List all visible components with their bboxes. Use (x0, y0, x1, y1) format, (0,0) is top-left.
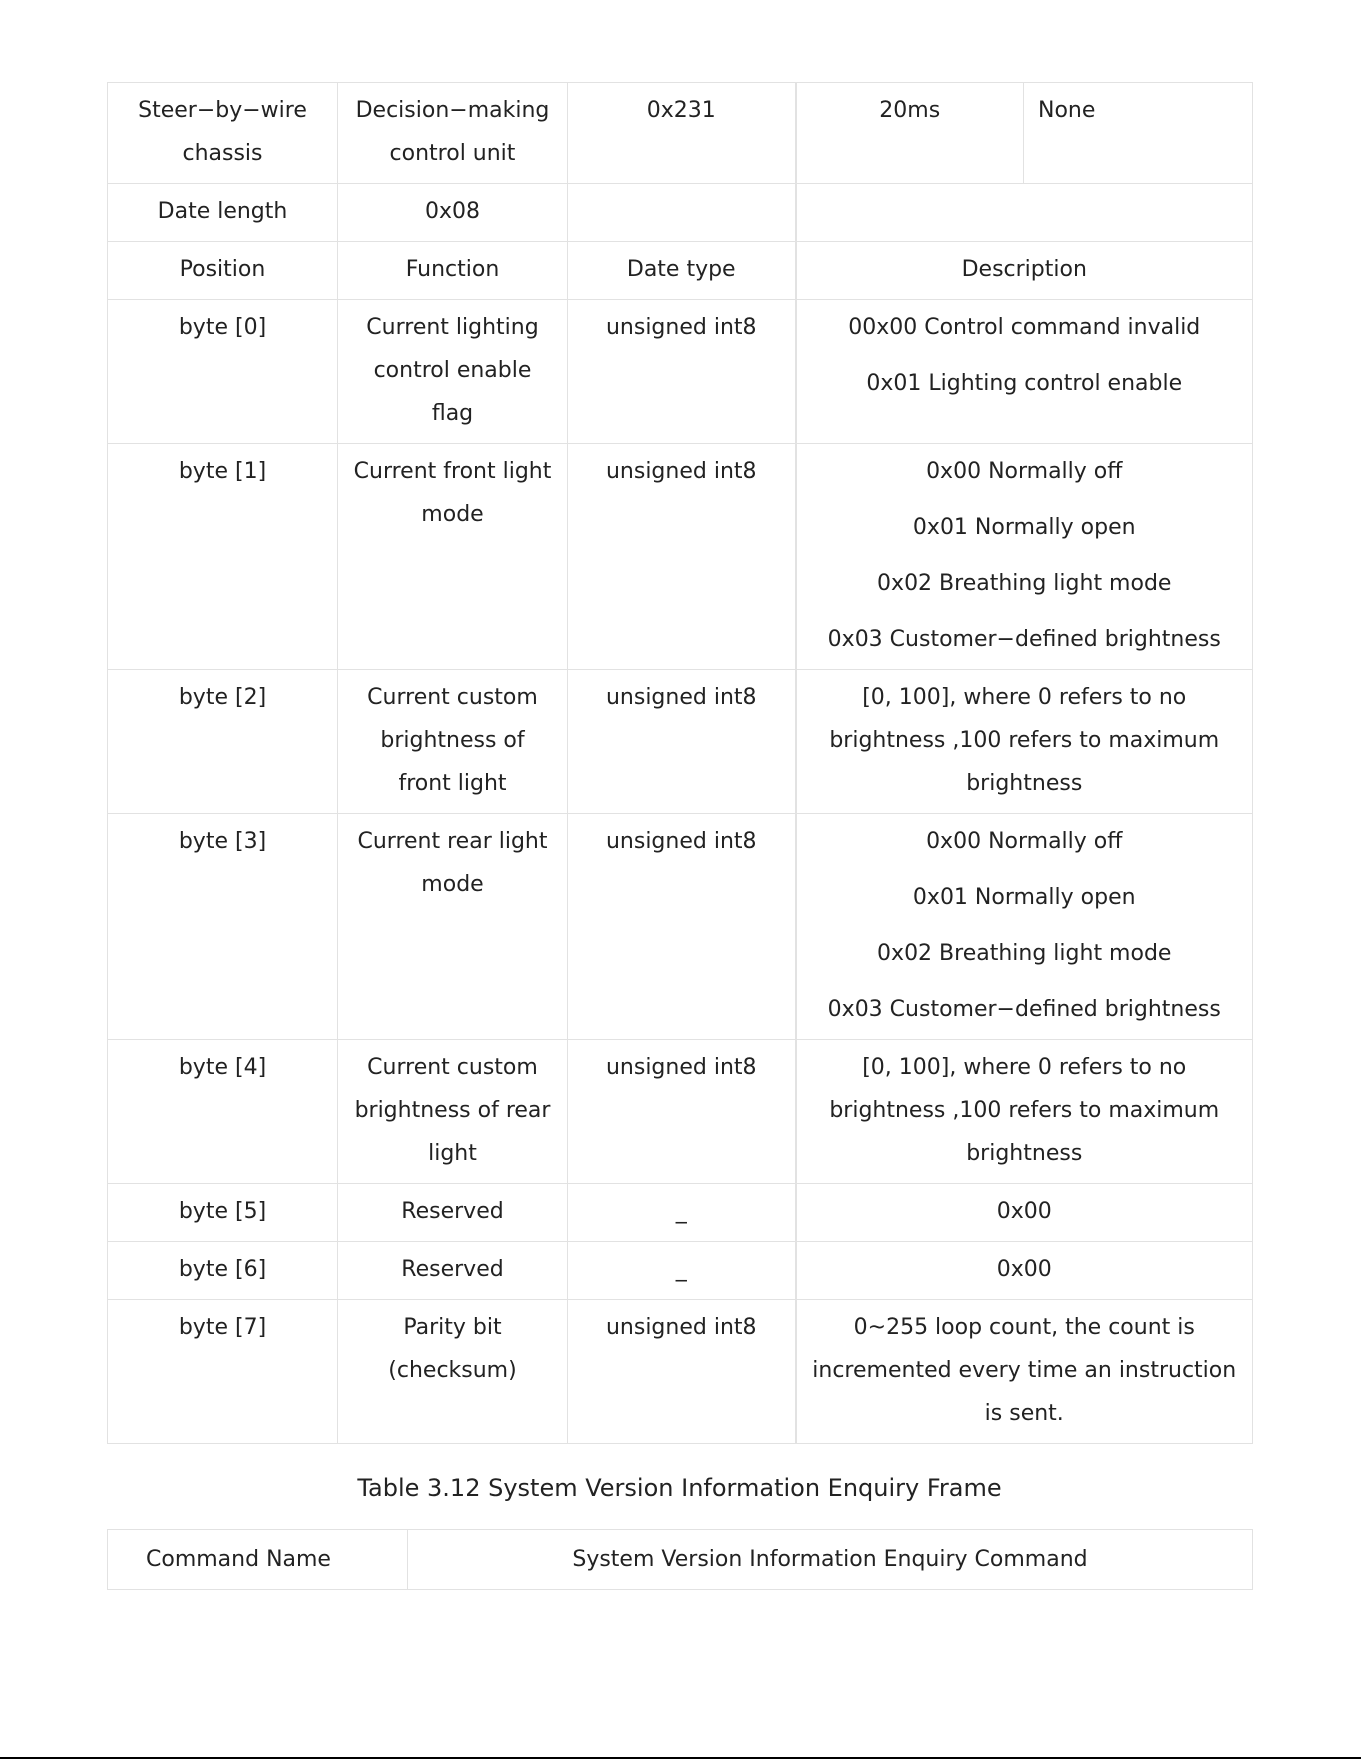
description-cell (796, 444, 1253, 670)
table-row (108, 814, 1253, 1040)
byte-position: byte [2] (108, 670, 338, 814)
function-cell: Current custom brightness of rear light (338, 1040, 568, 1184)
date-length-value: 0x08 (338, 184, 568, 242)
description-line: 0x00 (996, 1199, 1052, 1224)
description-line: 00x00 Control command invalid (848, 315, 1201, 340)
description-cell (796, 1184, 1253, 1242)
date-type-header: Date type (568, 242, 796, 300)
receiver-cell: Decision−making control unit (338, 83, 568, 184)
table-row (108, 444, 1253, 670)
description-cell (796, 1040, 1253, 1184)
description-line: 0x01 Normally open (912, 885, 1136, 910)
table-row (108, 1040, 1253, 1184)
period-cell: 20ms (796, 83, 1024, 184)
table-row (108, 242, 1253, 300)
command-name-label: Command Name (108, 1530, 408, 1590)
description-line: [0, 100], where 0 refers to no brightness ,100 refers to maximum brightness (829, 685, 1220, 796)
description-cell (796, 670, 1253, 814)
description-cell (796, 300, 1253, 444)
table-row (108, 670, 1253, 814)
table-row (108, 300, 1253, 444)
description-line: 0x00 (996, 1257, 1052, 1282)
function-cell: Current lighting control enable flag (338, 300, 568, 444)
function-cell: Reserved (338, 1242, 568, 1300)
description-line: 0x03 Customer−defined brightness (827, 627, 1221, 652)
table-row (108, 83, 1253, 184)
lighting-frame-table (107, 82, 1253, 1444)
table-row (108, 1184, 1253, 1242)
description-line: 0x01 Normally open (912, 515, 1136, 540)
byte-position: byte [6] (108, 1242, 338, 1300)
sender-cell: Steer−by−wire chassis (108, 83, 338, 184)
empty-cell (796, 184, 1253, 242)
description-cell (796, 1242, 1253, 1300)
byte-position: byte [3] (108, 814, 338, 1040)
function-cell: Current rear light mode (338, 814, 568, 1040)
date-type-cell: _ (568, 1242, 796, 1300)
byte-position: byte [4] (108, 1040, 338, 1184)
byte-position: byte [5] (108, 1184, 338, 1242)
function-cell: Current custom brightness of front light (338, 670, 568, 814)
function-cell: Current front light mode (338, 444, 568, 670)
date-type-cell: unsigned int8 (568, 814, 796, 1040)
description-line: 0~255 loop count, the count is incremented every time an instruction is sent. (812, 1315, 1237, 1426)
date-type-cell: unsigned int8 (568, 670, 796, 814)
function-header: Function (338, 242, 568, 300)
document-page (107, 82, 1252, 1590)
description-line: 0x02 Breathing light mode (877, 571, 1172, 596)
command-name-value: System Version Information Enquiry Command (408, 1530, 1253, 1590)
date-type-cell: unsigned int8 (568, 444, 796, 670)
byte-position: byte [1] (108, 444, 338, 670)
table-row (108, 1242, 1253, 1300)
description-line: 0x00 Normally off (926, 459, 1123, 484)
table-caption: Table 3.12 System Version Information Enquiry Frame (357, 1474, 1002, 1502)
description-line: 0x03 Customer−defined brightness (827, 997, 1221, 1022)
description-header: Description (796, 242, 1253, 300)
date-type-cell: unsigned int8 (568, 300, 796, 444)
function-cell: Parity bit (checksum) (338, 1300, 568, 1444)
byte-position: byte [7] (108, 1300, 338, 1444)
position-header: Position (108, 242, 338, 300)
frame-id-cell: 0x231 (568, 83, 796, 184)
lighting-frame-table-body (108, 83, 1253, 1444)
enquiry-frame-table (107, 1529, 1253, 1590)
date-type-cell: unsigned int8 (568, 1300, 796, 1444)
function-cell: Reserved (338, 1184, 568, 1242)
table-row (108, 184, 1253, 242)
page-bottom-rule (0, 1757, 1361, 1759)
description-line: 0x02 Breathing light mode (877, 941, 1172, 966)
table-row (108, 1300, 1253, 1444)
description-line: 0x01 Lighting control enable (866, 371, 1183, 396)
date-type-cell: _ (568, 1184, 796, 1242)
remark-cell: None (1024, 83, 1253, 184)
description-line: 0x00 Normally off (926, 829, 1123, 854)
description-line: [0, 100], where 0 refers to no brightness ,100 refers to maximum brightness (829, 1055, 1220, 1166)
date-length-label: Date length (108, 184, 338, 242)
byte-position: byte [0] (108, 300, 338, 444)
empty-cell (568, 184, 796, 242)
table-row (108, 1530, 1253, 1590)
description-cell (796, 1300, 1253, 1444)
date-type-cell: unsigned int8 (568, 1040, 796, 1184)
description-cell (796, 814, 1253, 1040)
